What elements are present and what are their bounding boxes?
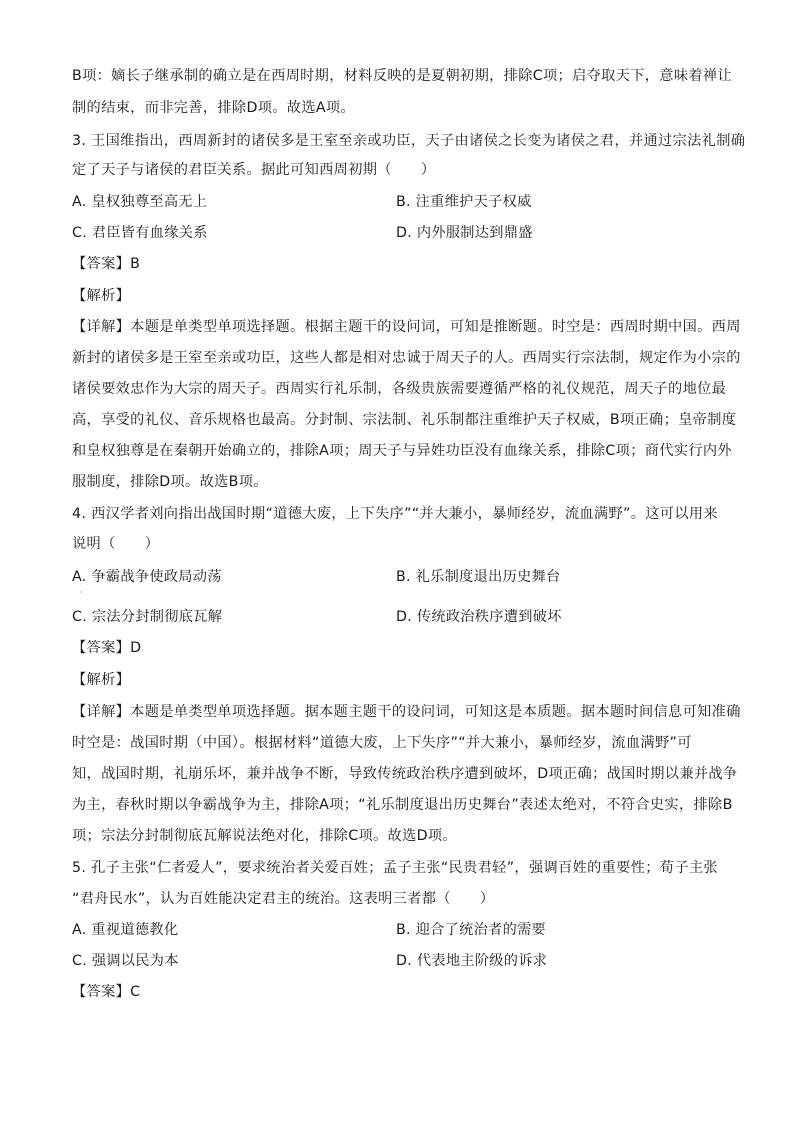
- explanation-text: 知，战国时期，礼崩乐坏，兼并战争不断，导致传统政治秩序遭到破坏，D项正确；战国时期以兼并战争: [72, 766, 738, 782]
- explanation-text: B项：嫡长子继承制的确立是在西周时期，材料反映的是夏朝初期，排除C项；启夺取天下，意味着禅让: [72, 68, 732, 84]
- explanation-text: 【详解】本题是单类型单项选择题。根据主题干的设问词，可知是推断题。时空是：西周时期中国。西周: [72, 319, 741, 335]
- question-4-option-a: A. 争霸战争使政局动荡: [72, 569, 222, 585]
- question-4-option-b: B. 礼乐制度退出历史舞台: [396, 569, 561, 585]
- explanation-text: 服制度，排除D项。故选B项。: [72, 474, 268, 490]
- analysis-label: 【解析】: [72, 672, 131, 688]
- explanation-text: 高，享受的礼仪、音乐规格也最高。分封制、宗法制、礼乐制都注重维护天子权威，B项正确；皇帝制度: [72, 412, 737, 428]
- explanation-text: 和皇权独尊是在秦朝开始确立的，排除A项；周天子与异姓功臣没有血缘关系，排除C项；商代实行内外: [72, 443, 732, 459]
- question-3-stem: 定了天子与诸侯的君臣关系。据此可知西周初期（ ）: [72, 162, 436, 178]
- explanation-text: 诸侯要效忠作为大宗的周天子。西周实行礼乐制，各级贵族需要遵循严格的礼仪规范，周天子的地位最: [72, 381, 727, 397]
- explanation-text: 制的结束，而非完善，排除D项。故选A项。: [72, 100, 356, 116]
- explanation-text: 项；宗法分封制彻底瓦解说法绝对化，排除C项。故选D项。: [72, 828, 457, 844]
- question-5-option-a: A. 重视道德教化: [72, 922, 179, 938]
- question-5-option-c: C. 强调以民为本: [72, 953, 179, 969]
- question-5-option-d: D. 代表地主阶级的诉求: [396, 953, 548, 969]
- stray-mark: ·: [80, 588, 83, 597]
- question-4-option-d: D. 传统政治秩序遭到破坏: [396, 609, 562, 625]
- question-4-stem: 说明（ ）: [72, 536, 160, 552]
- explanation-text: 新封的诸侯多是王室至亲或功臣，这些人都是相对忠诚于周天子的人。西周实行宗法制，规定作为小宗的: [72, 350, 741, 366]
- question-4-option-c: C. 宗法分封制彻底瓦解: [72, 609, 223, 625]
- answer-label: 【答案】B: [72, 256, 141, 272]
- question-5-stem: 5. 孔子主张“仁者爱人”，要求统治者关爱百姓；孟子主张“民贵君轻”，强调百姓的重要性；荀子主张: [72, 860, 718, 876]
- question-5-option-b: B. 迎合了统治者的需要: [396, 922, 547, 938]
- explanation-text: 【详解】本题是单类型单项选择题。据本题主题干的设问词，可知这是本质题。据本题时间信息可知准确: [72, 704, 741, 720]
- answer-label: 【答案】C: [72, 984, 141, 1000]
- question-3-option-d: D. 内外服制达到鼎盛: [396, 225, 533, 241]
- analysis-label: 【解析】: [72, 288, 131, 304]
- question-5-stem: “君舟民水”，认为百姓能决定君主的统治。这表明三者都（ ）: [72, 891, 495, 907]
- answer-label: 【答案】D: [72, 640, 142, 656]
- explanation-text: 为主，春秋时期以争霸战争为主，排除A项；“礼乐制度退出历史舞台”表述太绝对，不符合史实，排除B: [72, 797, 733, 813]
- explanation-text: 时空是：战国时期（中国）。根据材料“道德大废，上下失序”“并大兼小，暴师经岁，流血满野”可: [72, 735, 692, 751]
- question-3-option-a: A. 皇权独尊至高无上: [72, 194, 208, 210]
- question-3-stem: 3. 王国维指出，西周新封的诸侯多是王室至亲或功臣，天子由诸侯之长变为诸侯之君，并通过宗法礼制确: [72, 133, 746, 149]
- question-3-option-b: B. 注重维护天子权威: [396, 194, 532, 210]
- question-3-option-c: C. 君臣皆有血缘关系: [72, 225, 208, 241]
- question-4-stem: 4. 西汉学者刘向指出战国时期“道德大废，上下失序”“并大兼小，暴师经岁，流血满野”。这可以用来: [72, 506, 718, 522]
